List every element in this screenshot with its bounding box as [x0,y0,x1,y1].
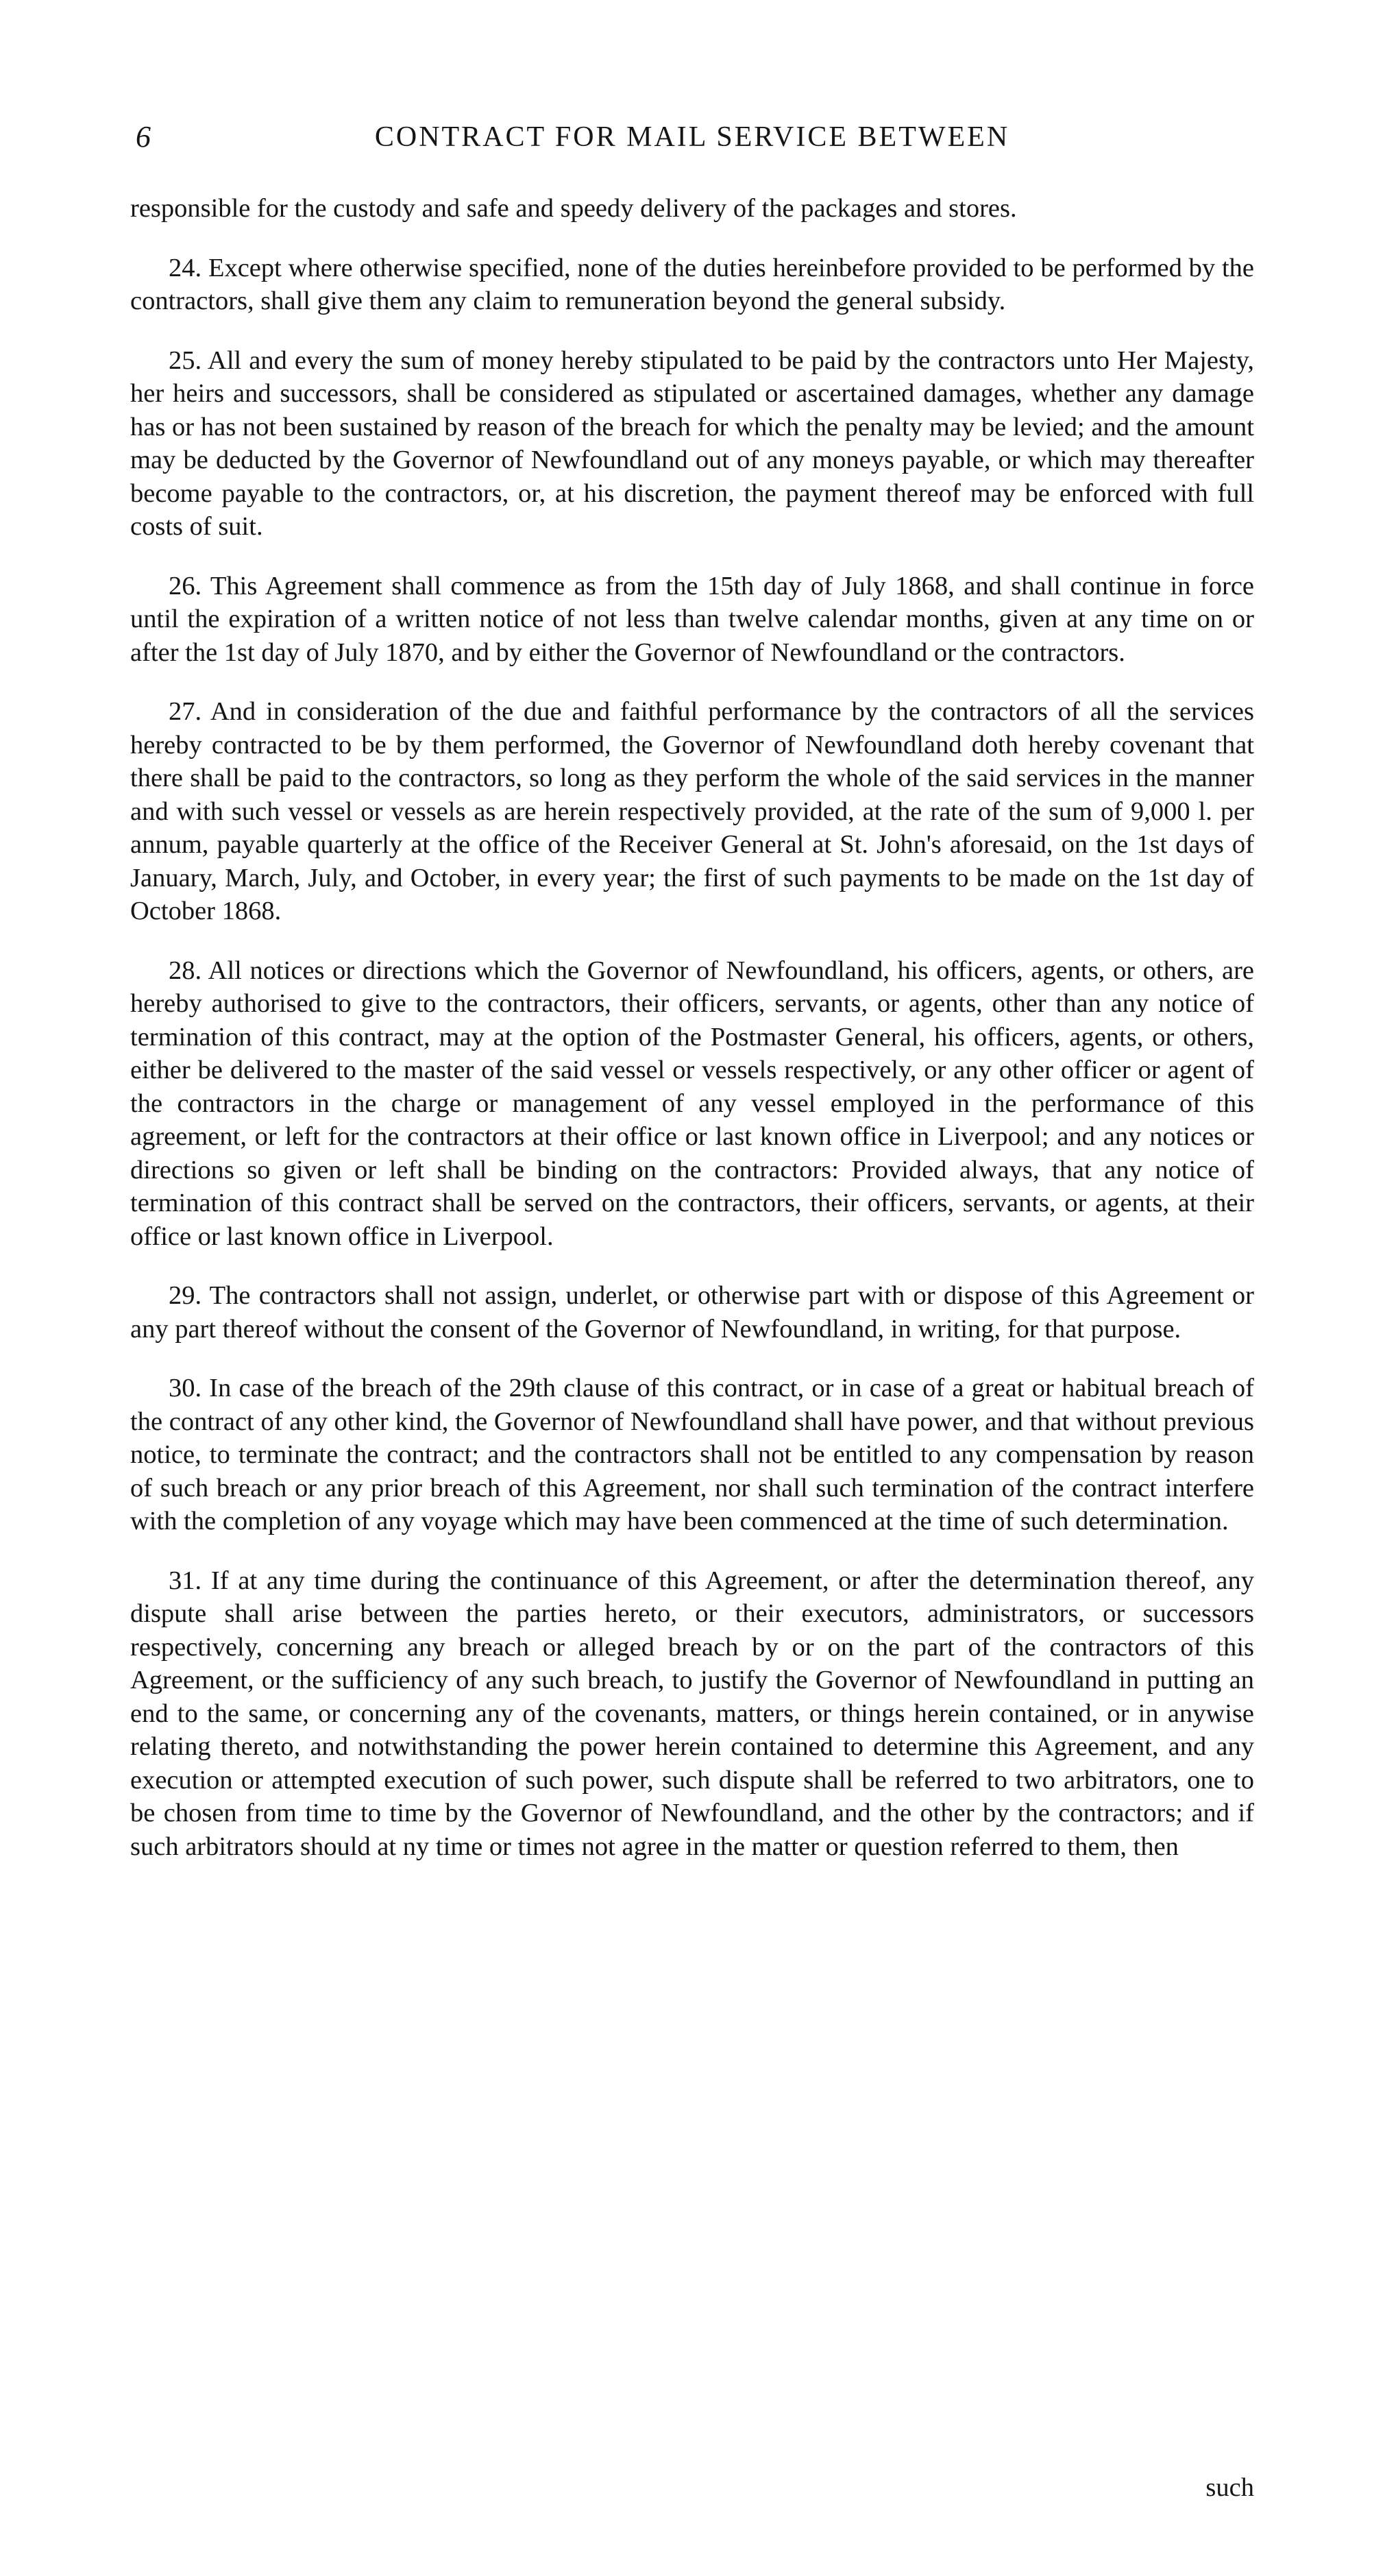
paragraph-24: 24. Except where otherwise specified, none of the duties hereinbefore provided to be performed by the contractors, shall give them any claim to remuneration beyond the general subsidy. [130,253,1254,315]
catchword: such [1205,2473,1254,2502]
paragraph-26: 26. This Agreement shall commence as from the 15th day of July 1868, and shall continue in force until the expiration of a written notice of not less than twelve calendar months, given at any time on or after the 1st day of July 1870, and by either the Governor of Newfoundland or the contractors. [130,571,1254,667]
paragraph-28: 28. All notices or directions which the Governor of Newfoundland, his officers, agents, or others, are hereby authorised to give to the contractors, their officers, servants, or agents, other than any notice of termination of this contract, may at the option of the Postmaster General, his officers, agents, or others, either be delivered to the master of the said vessel or vessels respectively, or any other officer or agent of the contractors in the charge or management of any vessel employed in the performance of this agreement, or left for the contractors at their office or last known office in Liverpool; and any notices or directions so given or left shall be binding on the contractors: Provided always, that any notice of termination of this contract shall be served on the contractors, their officers, servants, or agents, at their office or last known office in Liverpool. [130,956,1254,1251]
paragraph-29: 29. The contractors shall not assign, underlet, or otherwise part with or dispose of this Agreement or any part thereof without the consent of the Governor of Newfoundland, in writing, for that purpose. [130,1281,1254,1344]
paragraph-25: 25. All and every the sum of money hereby stipulated to be paid by the contractors unto Her Majesty, her heirs and successors, shall be considered as stipulated or ascertained damages, whether any damage has or has not been sustained by reason of the breach for which the penalty may be levied; and the amount may be deducted by the Governor of Newfoundland out of any moneys payable, or which may thereafter become payable to the contractors, or, at his discretion, the payment thereof may be enforced with full costs of suit. [130,345,1254,541]
paragraph-27: 27. And in consideration of the due and faithful performance by the contractors of all the services hereby contracted to be by them performed, the Governor of Newfoundland doth hereby covenant that there shall be paid to the contractors, so long as they perform the whole of the said services in the manner and with such vessel or vessels as are herein respectively provided, at the rate of the sum of 9,000 l. per annum, payable quarterly at the office of the Receiver General at St. John's aforesaid, on the 1st days of January, March, July, and October, in every year; the first of such payments to be made on the 1st day of October 1868. [130,697,1254,925]
page-header [130,117,1254,158]
running-title: CONTRACT FOR MAIL SERVICE BETWEEN [374,121,1010,153]
page-number: 6 [136,120,151,154]
body-text [130,192,1254,1889]
paragraph-31: 31. If at any time during the continuance of this Agreement, or after the determination thereof, any dispute shall arise between the parties hereto, or their executors, administrators, or successors respectively, concerning any breach or alleged breach by or on the part of the contractors of this Agreement, or the sufficiency of any such breach, to justify the Governor of Newfoundland in putting an end to the same, or concerning any of the covenants, matters, or things herein contained, or in anywise relating thereto, and notwithstanding the power herein contained to determine this Agreement, and any execution or attempted execution of such power, such dispute shall be referred to two arbitrators, one to be chosen from time to time by the Governor of Newfoundland, and the other by the contractors; and if such arbitrators should at ny time or times not agree in the matter or question referred to them, then [130,1566,1254,1861]
paragraph-30: 30. In case of the breach of the 29th clause of this contract, or in case of a great or habitual breach of the contract of any other kind, the Governor of Newfoundland shall have power, and that without previous notice, to terminate the contract; and the contractors shall not be entitled to any compensation by reason of such breach or any prior breach of this Agreement, nor shall such termination of the contract interfere with the completion of any voyage which may have been commenced at the time of such determination. [130,1374,1254,1535]
paragraph-23-continued: responsible for the custody and safe and speedy delivery of the packages and stores. [130,194,1017,223]
